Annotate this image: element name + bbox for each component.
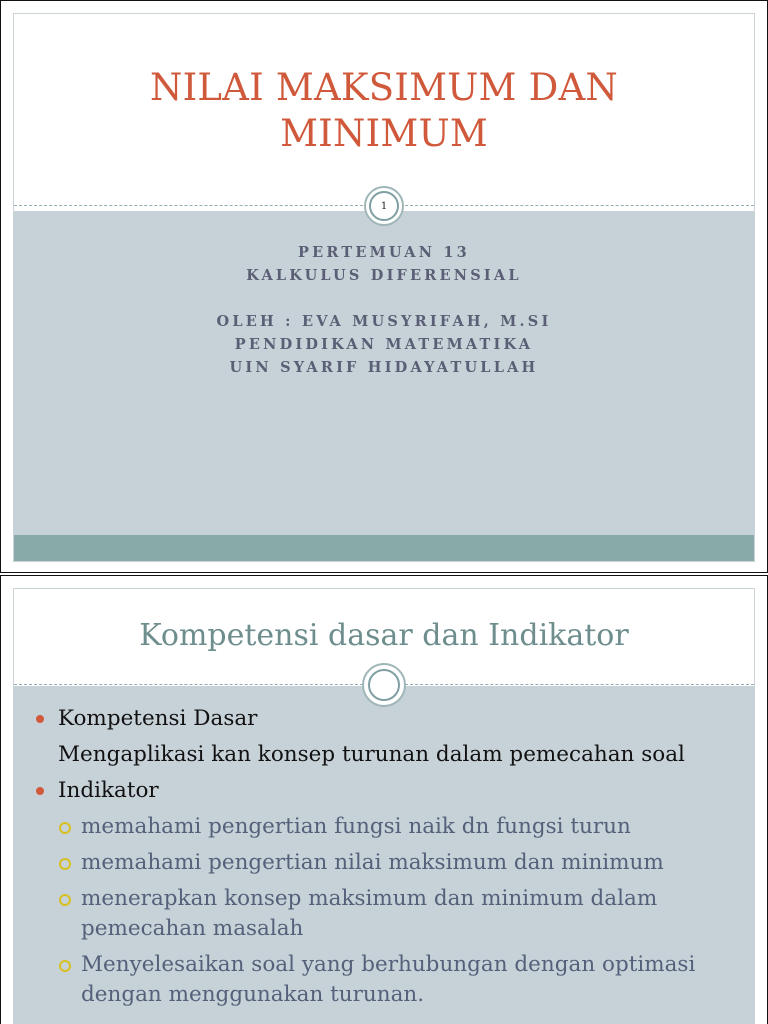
sub-list-item [34,812,740,842]
slide-title: Kompetensi dasar dan Indikator [139,618,629,653]
list-item [34,704,740,734]
divider-ornament [362,663,406,707]
list-item-label: Kompetensi Dasar [58,706,258,731]
subtitle-line: UIN SYARIF HIDAYATULLAH [229,359,539,376]
badge-ring [369,191,399,221]
sub-list-item [34,884,740,944]
bullet-dot-icon [36,787,44,795]
footer-band [14,535,754,561]
title-area [14,14,754,207]
ornament-ring [368,669,400,701]
sub-list-item-text: memahami pengertian nilai maksimum dan minimum [81,850,664,875]
subtitle-line: PENDIDIKAN MATEMATIKA [234,336,534,353]
sub-list-item-text: Menyelesaikan soal yang berhubungan dengan optimasi dengan menggunakan turunan. [81,952,696,1007]
sub-list-item-text: menerapkan konsep maksimum dan minimum dalam pemecahan masalah [81,886,658,941]
title-line-1: NILAI MAKSIMUM DAN [150,65,618,109]
sub-list-item [34,848,740,878]
subtitle-block [14,241,754,379]
subtitle-line: OLEH : EVA MUSYRIFAH, M.SI [216,313,552,330]
slide-number-badge [364,186,404,226]
bullet-list [34,704,740,1016]
bullet-dot-icon [36,715,44,723]
ring-bullet-icon [59,822,71,834]
subtitle-area [14,211,754,535]
subtitle-line: KALKULUS DIFERENSIAL [246,267,522,284]
content-area [14,686,754,1024]
list-item [34,776,740,806]
page-2 [0,575,768,1024]
content-slide [13,588,755,1024]
title-line-2: MINIMUM [280,111,488,155]
sub-list-item [34,950,740,1010]
ring-bullet-icon [59,960,71,972]
list-item-text: Mengaplikasi kan konsep turunan dalam pemecahan soal [58,742,685,767]
ring-bullet-icon [59,894,71,906]
ring-bullet-icon [59,858,71,870]
subtitle-line: PERTEMUAN 13 [298,244,470,261]
title-slide [13,13,755,562]
subtitle-gap [14,287,754,310]
slide-title [150,65,618,157]
slide-number: 1 [380,200,388,212]
sub-list-item-text: memahami pengertian fungsi naik dn fungsi turun [81,814,631,839]
list-item-label: Indikator [58,778,159,803]
